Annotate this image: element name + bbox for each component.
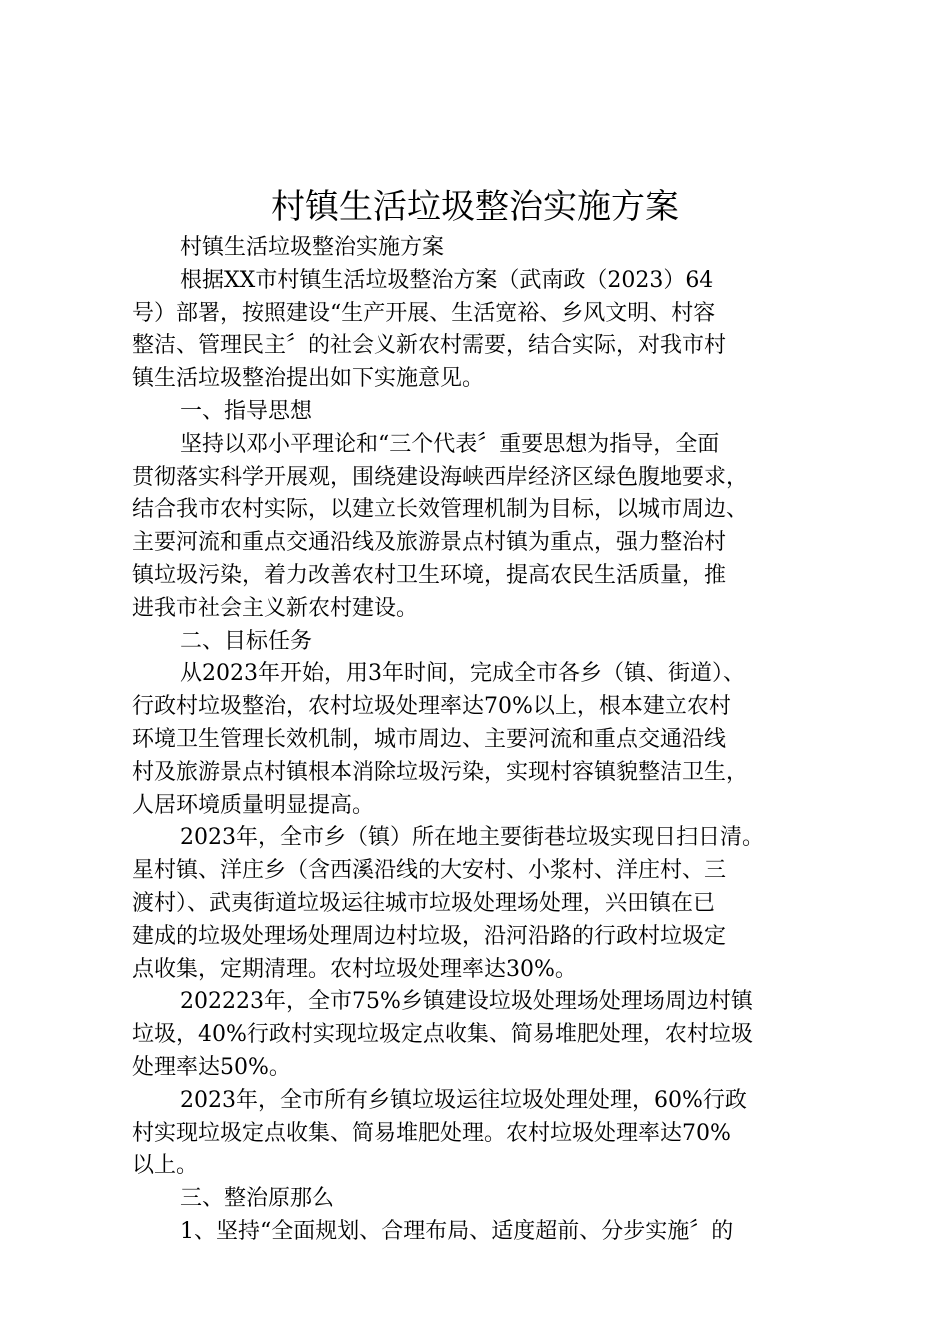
body-line: 一、指导思想 <box>180 398 313 424</box>
body-line: 进我市社会主义新农村建设。 <box>132 595 419 621</box>
body-line: 星村镇、洋庄乡（含西溪沿线的大安村、小浆村、洋庄村、三 <box>132 858 727 884</box>
body-line: 处理率达50%。 <box>132 1054 291 1080</box>
body-line: 坚持以邓小平理论和“三个代表〞重要思想为指导，全面 <box>180 431 720 457</box>
body-line: 主要河流和重点交通沿线及旅游景点村镇为重点，强力整治村 <box>132 530 727 556</box>
body-line: 村镇生活垃圾整治实施方案 <box>180 235 445 260</box>
body-line: 以上。 <box>132 1153 199 1179</box>
body-line: 垃圾，40%行政村实现垃圾定点收集、简易堆肥处理，农村垃圾 <box>132 1022 753 1048</box>
document-body <box>132 232 824 1249</box>
body-line: 建成的垃圾处理场处理周边村垃圾，沿河沿路的行政村垃圾定 <box>132 923 727 949</box>
body-line: 村及旅游景点村镇根本消除垃圾污染，实现村容镇貌整洁卫生， <box>132 759 749 785</box>
body-line: 号）部署，按照建设“生产开展、生活宽裕、乡风文明、村容 <box>132 300 716 326</box>
body-line: 整洁、管理民主〞的社会义新农村需要，结合实际，对我市村 <box>132 333 727 359</box>
body-line: 从2023年开始，用3年时间，完成全市各乡（镇、街道）、 <box>180 661 745 687</box>
document-title: 村镇生活垃圾整治实施方案 <box>271 187 679 227</box>
body-line: 点收集，定期清理。农村垃圾处理率达30%。 <box>132 956 577 982</box>
body-line: 渡村）、武夷街道垃圾运往城市垃圾处理场处理，兴田镇在已 <box>132 890 716 916</box>
body-line: 人居环境质量明显提高。 <box>132 792 375 818</box>
body-line: 镇生活垃圾整治提出如下实施意见。 <box>132 366 485 392</box>
body-line: 202223年，全市75%乡镇建设垃圾处理场处理场周边村镇 <box>180 989 753 1015</box>
body-line: 二、目标任务 <box>180 628 313 654</box>
body-line: 1、坚持“全面规划、合理布局、适度超前、分步实施〞的 <box>180 1218 734 1244</box>
body-line: 镇垃圾污染，着力改善农村卫生环境，提高农民生活质量，推 <box>132 562 727 588</box>
body-line: 贯彻落实科学开展观，围绕建设海峡西岸经济区绿色腹地要求， <box>132 464 749 490</box>
body-line: 根据XX市村镇生活垃圾整治方案（武南政（2023）64 <box>180 267 714 293</box>
body-line: 环境卫生管理长效机制，城市周边、主要河流和重点交通沿线 <box>132 726 727 752</box>
body-line: 三、整治原那么 <box>180 1186 335 1212</box>
body-line: 村实现垃圾定点收集、简易堆肥处理。农村垃圾处理率达70% <box>132 1120 731 1146</box>
body-line: 2023年，全市乡（镇）所在地主要街巷垃圾实现日扫日清。 <box>180 825 764 851</box>
body-line: 2023年，全市所有乡镇垃圾运往垃圾处理处理，60%行政 <box>180 1087 747 1113</box>
body-line: 行政村垃圾整治，农村垃圾处理率达70%以上，根本建立农村 <box>132 694 731 720</box>
body-line: 结合我市农村实际，以建立长效管理机制为目标，以城市周边、 <box>132 497 749 523</box>
